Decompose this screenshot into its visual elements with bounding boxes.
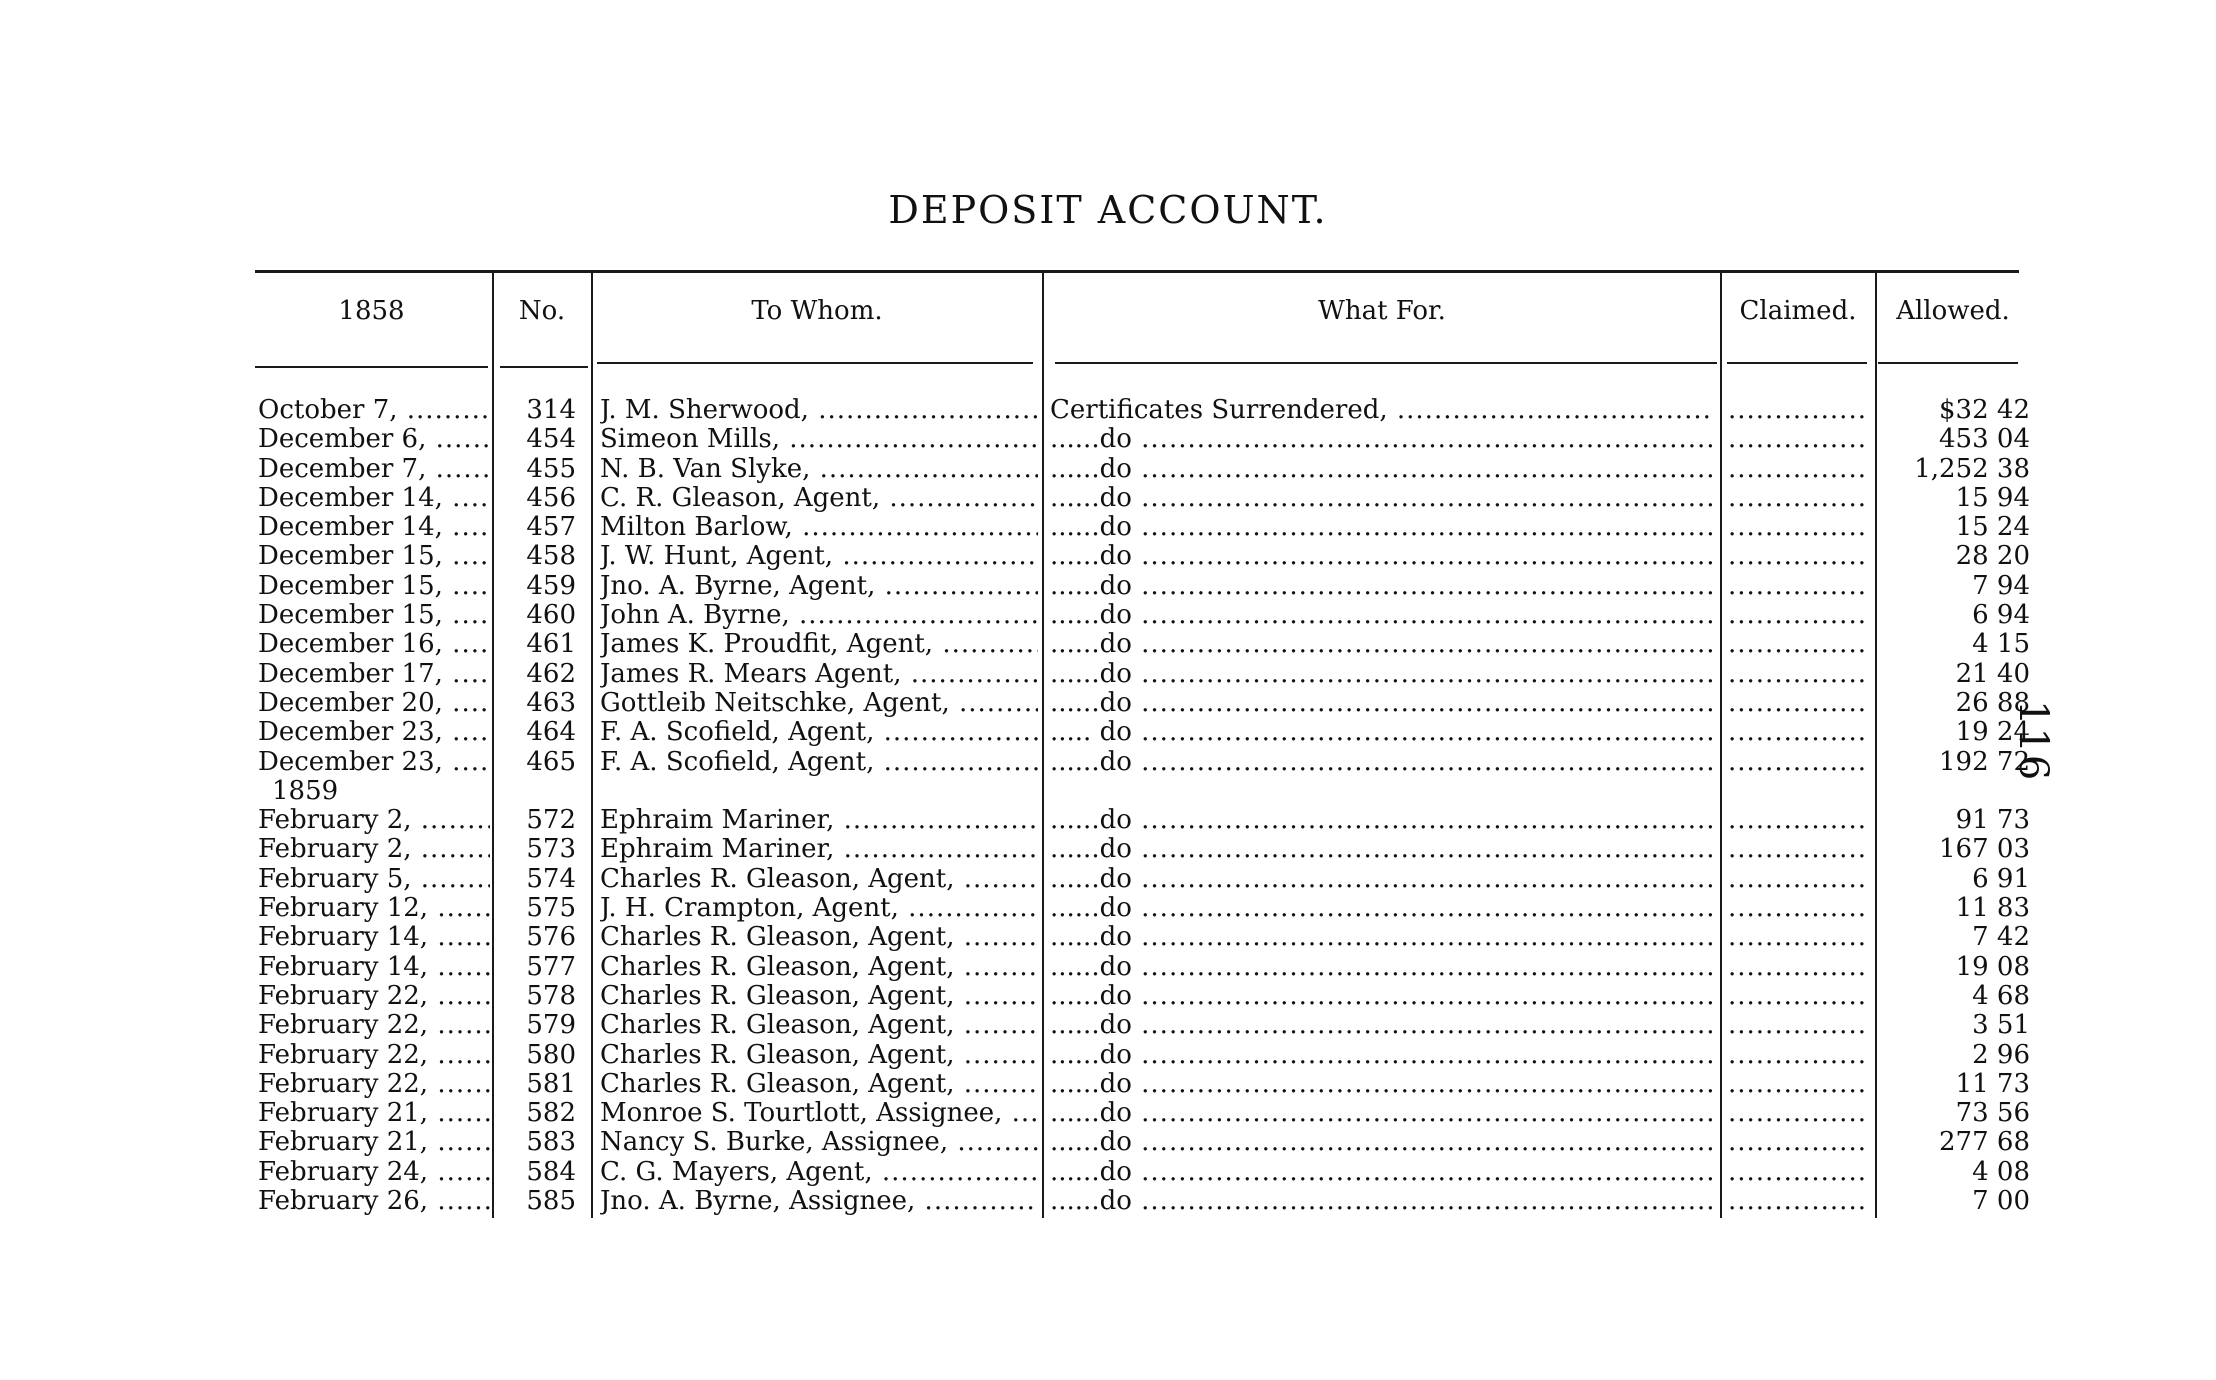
entry-purpose: ......do ..... (1050, 748, 1714, 777)
entry-number: 573 (526, 835, 576, 865)
table-row (0, 1041, 2216, 1070)
table-row (0, 865, 2216, 894)
entry-payee: C. R. Gleason, Agent, ..... (600, 484, 1038, 513)
table-row (0, 601, 2216, 630)
entry-number: 460 (526, 601, 576, 631)
entry-claimed-leader (1728, 865, 1868, 894)
entry-allowed-amount: 1,252 38 (1914, 454, 2030, 484)
entry-purpose: ......do ..... (1050, 630, 1714, 659)
entry-allowed-amount: 73 56 (1955, 1099, 2030, 1129)
entry-date: February 24, ..... (258, 1158, 490, 1187)
entry-claimed-leader (1728, 660, 1868, 689)
entry-payee: Charles R. Gleason, Agent, ..... (600, 953, 1038, 982)
entry-claimed-leader (1728, 1099, 1868, 1128)
entry-purpose: ......do ..... (1050, 1041, 1714, 1070)
entry-claimed-leader (1728, 953, 1868, 982)
entry-payee: C. G. Mayers, Agent, ..... (600, 1158, 1038, 1187)
entry-number: 462 (526, 659, 576, 689)
entry-number: 465 (526, 747, 576, 777)
entry-purpose: ......do ..... (1050, 1128, 1714, 1157)
entry-date: December 16, ..... (258, 630, 490, 659)
entry-claimed-leader (1728, 396, 1868, 425)
entry-date: February 21, ..... (258, 1099, 490, 1128)
entry-number: 461 (526, 630, 576, 660)
entry-allowed-amount: 277 68 (1939, 1128, 2030, 1158)
entry-number: 584 (526, 1157, 576, 1187)
entry-date: February 26, ..... (258, 1187, 490, 1216)
entry-purpose: ......do ..... (1050, 1187, 1714, 1216)
entry-claimed-leader (1728, 542, 1868, 571)
header-bottom-rule-what (1055, 362, 1717, 364)
entry-purpose: ......do ..... (1050, 865, 1714, 894)
entry-payee: F. A. Scofield, Agent, ..... (600, 748, 1038, 777)
entry-allowed-amount: 19 24 (1955, 718, 2030, 748)
entry-claimed-leader (1728, 601, 1868, 630)
year-label: 1859 (272, 776, 339, 806)
entry-claimed-leader (1728, 982, 1868, 1011)
page-number: 116 (2010, 700, 2056, 783)
entry-date: February 22, ..... (258, 1041, 490, 1070)
entry-claimed-leader (1728, 484, 1868, 513)
header-allowed: Allowed. (1896, 296, 2010, 326)
table-row (0, 542, 2216, 571)
table-row (0, 689, 2216, 718)
entry-date: February 22, ..... (258, 982, 490, 1011)
header-bottom-rule-claimed (1727, 362, 1867, 364)
entry-allowed-amount: 7 42 (1972, 923, 2030, 953)
entry-date: December 6, ..... (258, 425, 490, 454)
table-row (0, 1128, 2216, 1157)
entry-allowed-amount: 6 94 (1972, 601, 2030, 631)
entry-purpose: ......do ..... (1050, 894, 1714, 923)
entry-payee: James R. Mears Agent, ..... (600, 660, 1038, 689)
entry-allowed-amount: 453 04 (1939, 425, 2030, 455)
entry-number: 457 (526, 513, 576, 543)
entry-claimed-leader (1728, 1041, 1868, 1070)
entry-number: 464 (526, 718, 576, 748)
entry-payee: Milton Barlow, ..... (600, 513, 1038, 542)
entry-date: December 14, ..... (258, 513, 490, 542)
entry-claimed-leader (1728, 718, 1868, 747)
entry-date: February 2, ..... (258, 806, 490, 835)
entry-claimed-leader (1728, 425, 1868, 454)
entry-date: December 15, ..... (258, 572, 490, 601)
entry-purpose: ......do ..... (1050, 484, 1714, 513)
entry-allowed-amount: 15 94 (1955, 483, 2030, 513)
table-row (0, 835, 2216, 864)
table-row (0, 923, 2216, 952)
header-date: 1858 (338, 296, 405, 326)
entry-allowed-amount: 28 20 (1955, 542, 2030, 572)
entry-allowed-amount: 2 96 (1972, 1040, 2030, 1070)
entry-purpose: ......do ..... (1050, 660, 1714, 689)
entry-number: 575 (526, 894, 576, 924)
year-row (0, 777, 2216, 806)
entry-date: February 14, ..... (258, 923, 490, 952)
entry-purpose: ..... do ..... (1050, 718, 1714, 747)
entry-allowed-amount: 21 40 (1955, 659, 2030, 689)
entry-claimed-leader (1728, 572, 1868, 601)
entry-allowed-amount: 15 24 (1955, 513, 2030, 543)
entry-purpose: ......do ..... (1050, 542, 1714, 571)
entry-payee: Charles R. Gleason, Agent, ..... (600, 1070, 1038, 1099)
entry-claimed-leader (1728, 689, 1868, 718)
entry-purpose: ......do ..... (1050, 1158, 1714, 1187)
entry-payee: J. W. Hunt, Agent, ..... (600, 542, 1038, 571)
table-row (0, 572, 2216, 601)
entry-payee: Charles R. Gleason, Agent, ..... (600, 1041, 1038, 1070)
entry-date: February 14, ..... (258, 953, 490, 982)
entry-allowed-amount: 11 83 (1955, 894, 2030, 924)
table-row (0, 660, 2216, 689)
entry-number: 580 (526, 1040, 576, 1070)
entry-claimed-leader (1728, 1128, 1868, 1157)
table-row (0, 748, 2216, 777)
entry-payee: Jno. A. Byrne, Assignee, ..... (600, 1187, 1038, 1216)
table-row (0, 484, 2216, 513)
table-top-rule (255, 270, 2019, 273)
entry-purpose: ......do ..... (1050, 513, 1714, 542)
entry-purpose: ......do ..... (1050, 835, 1714, 864)
entry-purpose: ......do ..... (1050, 923, 1714, 952)
entry-allowed-amount: 7 94 (1972, 571, 2030, 601)
entry-payee: Charles R. Gleason, Agent, ..... (600, 923, 1038, 952)
entry-allowed-amount: 192 72 (1939, 747, 2030, 777)
entry-purpose: ......do ..... (1050, 572, 1714, 601)
table-row (0, 455, 2216, 484)
entry-date: December 7, ..... (258, 455, 490, 484)
table-row (0, 982, 2216, 1011)
entry-claimed-leader (1728, 1187, 1868, 1216)
entry-claimed-leader (1728, 923, 1868, 952)
entry-payee: N. B. Van Slyke, ..... (600, 455, 1038, 484)
header-what-for: What For. (1318, 296, 1446, 326)
entry-allowed-amount: 19 08 (1955, 952, 2030, 982)
entry-claimed-leader (1728, 835, 1868, 864)
entry-number: 583 (526, 1128, 576, 1158)
entry-claimed-leader (1728, 1011, 1868, 1040)
entry-number: 574 (526, 864, 576, 894)
table-row (0, 1070, 2216, 1099)
entry-purpose: ......do ..... (1050, 455, 1714, 484)
header-claimed: Claimed. (1739, 296, 1857, 326)
table-row (0, 630, 2216, 659)
entry-payee: Nancy S. Burke, Assignee, ..... (600, 1128, 1038, 1157)
entry-payee: James K. Proudfit, Agent, ..... (600, 630, 1038, 659)
entry-date: December 23, ..... (258, 748, 490, 777)
entry-date: December 14, ..... (258, 484, 490, 513)
header-bottom-rule-allowed (1878, 362, 2018, 364)
table-row (0, 718, 2216, 747)
entry-purpose: ......do ..... (1050, 1099, 1714, 1128)
entry-date: December 17, ..... (258, 660, 490, 689)
entry-claimed-leader (1728, 806, 1868, 835)
entry-allowed-amount: 26 88 (1955, 688, 2030, 718)
entry-claimed-leader (1728, 748, 1868, 777)
entry-allowed-amount: 7 00 (1972, 1187, 2030, 1217)
entry-claimed-leader (1728, 455, 1868, 484)
entry-claimed-leader (1728, 1158, 1868, 1187)
entry-number: 582 (526, 1099, 576, 1129)
entry-claimed-leader (1728, 630, 1868, 659)
entry-allowed-amount: 4 08 (1972, 1157, 2030, 1187)
entry-number: 572 (526, 806, 576, 836)
entry-allowed-amount: 91 73 (1955, 806, 2030, 836)
entry-allowed-amount: 6 91 (1972, 864, 2030, 894)
page-title: DEPOSIT ACCOUNT. (888, 188, 1328, 232)
entry-payee: Jno. A. Byrne, Agent, ..... (600, 572, 1038, 601)
entry-claimed-leader (1728, 894, 1868, 923)
table-row (0, 1011, 2216, 1040)
entry-purpose: ......do ..... (1050, 601, 1714, 630)
entry-number: 314 (526, 396, 576, 425)
entry-payee: Simeon Mills, ..... (600, 425, 1038, 454)
entry-number: 585 (526, 1187, 576, 1217)
header-bottom-rule-no (500, 366, 588, 368)
entry-payee: Ephraim Mariner, ..... (600, 806, 1038, 835)
entry-allowed-amount: 4 15 (1972, 630, 2030, 660)
entry-payee: Charles R. Gleason, Agent, ..... (600, 865, 1038, 894)
entry-number: 456 (526, 483, 576, 513)
entry-payee: Gottleib Neitschke, Agent, ..... (600, 689, 1038, 718)
entry-number: 577 (526, 952, 576, 982)
entry-number: 576 (526, 923, 576, 953)
table-row (0, 396, 2216, 425)
table-row (0, 513, 2216, 542)
entry-payee: Monroe S. Tourtlott, Assignee, ..... (600, 1099, 1038, 1128)
entry-number: 455 (526, 454, 576, 484)
entry-payee: J. H. Crampton, Agent, ..... (600, 894, 1038, 923)
entry-purpose: ......do ..... (1050, 806, 1714, 835)
entry-payee: Charles R. Gleason, Agent, ..... (600, 982, 1038, 1011)
entry-date: December 23, ..... (258, 718, 490, 747)
entry-date: February 12, ..... (258, 894, 490, 923)
entry-date: February 5, ..... (258, 865, 490, 894)
table-row (0, 894, 2216, 923)
entry-date: February 2, ..... (258, 835, 490, 864)
entry-purpose: ......do ..... (1050, 689, 1714, 718)
entry-purpose: ......do ..... (1050, 982, 1714, 1011)
entry-claimed-leader (1728, 513, 1868, 542)
entry-payee: F. A. Scofield, Agent, ..... (600, 718, 1038, 747)
entry-payee: John A. Byrne, ..... (600, 601, 1038, 630)
entry-number: 463 (526, 688, 576, 718)
table-row (0, 1158, 2216, 1187)
table-row (0, 806, 2216, 835)
entry-date: October 7, ..... (258, 396, 490, 425)
entry-payee: Charles R. Gleason, Agent, ..... (600, 1011, 1038, 1040)
entry-number: 459 (526, 571, 576, 601)
entry-allowed-amount: 167 03 (1939, 835, 2030, 865)
entry-date: February 22, ..... (258, 1070, 490, 1099)
entry-number: 454 (526, 425, 576, 455)
table-row (0, 425, 2216, 454)
entry-payee: Ephraim Mariner, ..... (600, 835, 1038, 864)
entry-date: December 15, ..... (258, 601, 490, 630)
table-row (0, 1099, 2216, 1128)
header-to-whom: To Whom. (751, 296, 883, 326)
entry-number: 581 (526, 1069, 576, 1099)
header-bottom-rule-whom (597, 362, 1033, 364)
entry-date: February 22, ..... (258, 1011, 490, 1040)
entry-purpose: ......do ..... (1050, 1011, 1714, 1040)
entry-purpose: Certificates Surrendered, ..... (1050, 396, 1714, 425)
entry-purpose: ......do ..... (1050, 425, 1714, 454)
entry-payee: J. M. Sherwood, ..... (600, 396, 1038, 425)
table-row (0, 1187, 2216, 1216)
entry-number: 579 (526, 1011, 576, 1041)
header-bottom-rule-date (255, 366, 488, 368)
entry-number: 458 (526, 542, 576, 572)
entry-date: December 15, ..... (258, 542, 490, 571)
header-no: No. (518, 296, 566, 326)
entry-allowed-amount: $32 42 (1939, 396, 2030, 425)
entry-purpose: ......do ..... (1050, 953, 1714, 982)
entry-allowed-amount: 11 73 (1955, 1069, 2030, 1099)
ledger-rows (0, 396, 2216, 1216)
entry-claimed-leader (1728, 1070, 1868, 1099)
entry-date: December 20, ..... (258, 689, 490, 718)
entry-date: February 21, ..... (258, 1128, 490, 1157)
entry-allowed-amount: 4 68 (1972, 981, 2030, 1011)
entry-allowed-amount: 3 51 (1972, 1011, 2030, 1041)
entry-purpose: ......do ..... (1050, 1070, 1714, 1099)
entry-number: 578 (526, 981, 576, 1011)
table-row (0, 953, 2216, 982)
